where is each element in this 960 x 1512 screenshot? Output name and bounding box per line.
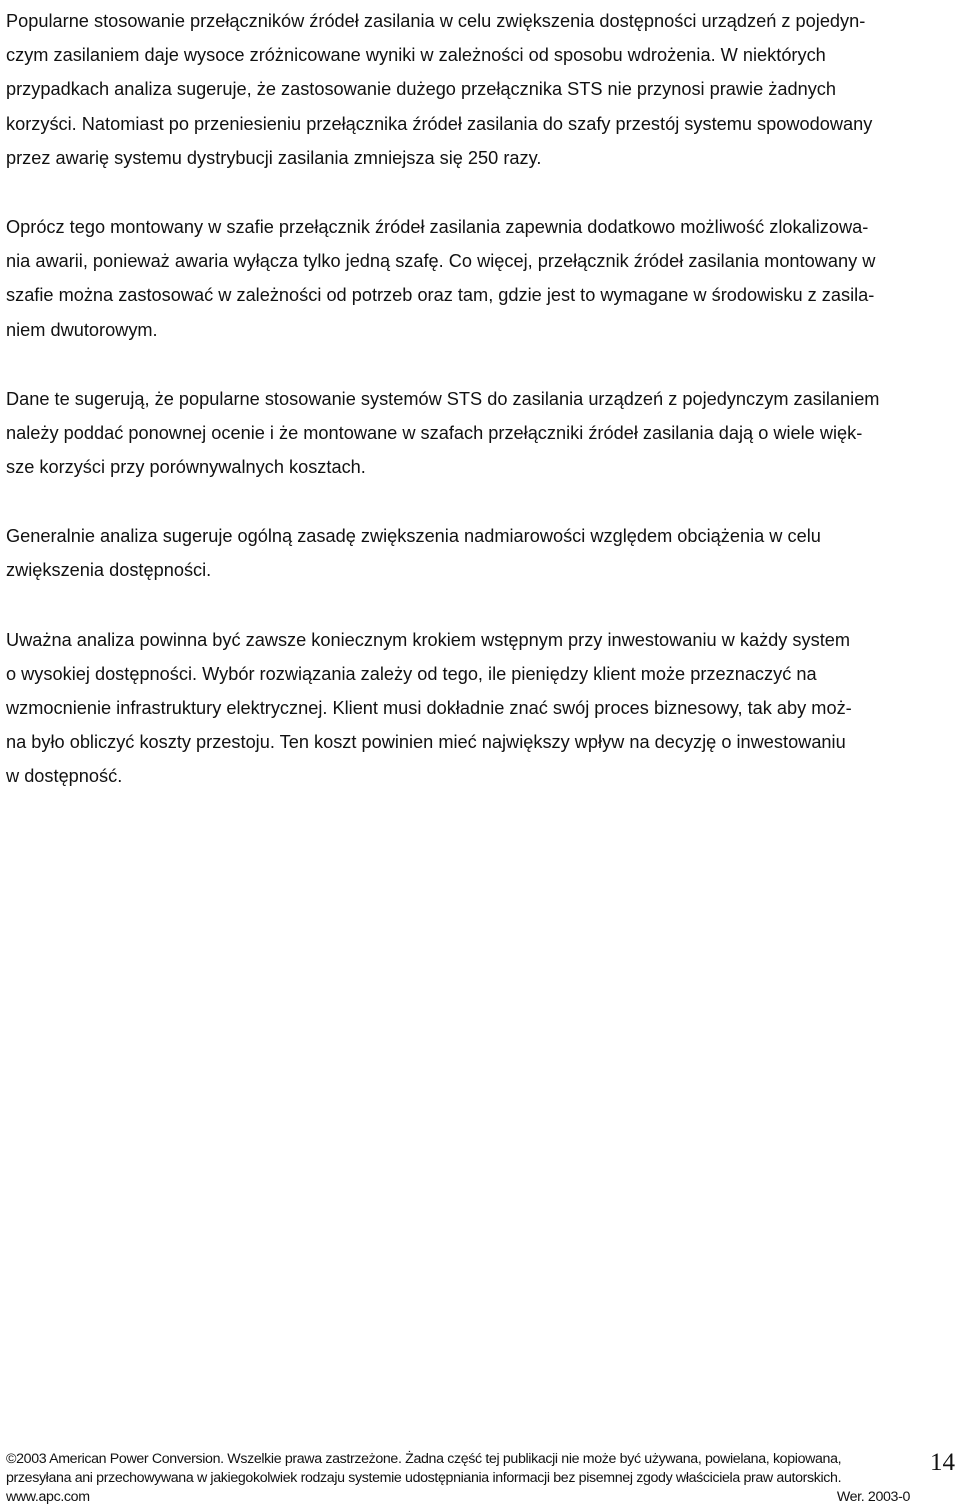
copyright-notice: przesyłana ani przechowywana w jakiegokolwiek rodzaju systemie udostępniania informacji bez pisemnej zgody właściciela praw autorskich. [6, 1470, 842, 1486]
text-line: o wysokiej dostępności. Wybór rozwiązania zależy od tego, ile pieniędzy klient może przeznaczyć na [6, 663, 817, 684]
text-line: Popularne stosowanie przełączników źródeł zasilania w celu zwiększenia dostępności urządzeń z pojedyn- [6, 11, 866, 31]
document-body [6, 4, 952, 794]
text-line: niem dwutorowym. [6, 319, 158, 340]
paragraph [6, 519, 952, 587]
text-line: należy poddać ponownej ocenie i że montowane w szafach przełączniki źródeł zasilania dają o wiele więk- [6, 422, 863, 443]
website-link[interactable]: www.apc.com [6, 1489, 90, 1505]
paragraph-spacer [6, 588, 952, 623]
text-line: na było obliczyć koszty przestoju. Ten koszt powinien mieć największy wpływ na decyzję o inwestowaniu [6, 732, 846, 753]
copyright-line [6, 1450, 910, 1469]
copyright-text: 2003 American Power Conversion. Wszelkie prawa zastrzeżone. Żadna część tej publikacji nie może być używana, powielana, kopiowana, [16, 1451, 842, 1467]
text-line: korzyści. Natomiast po przeniesieniu przełącznika źródeł zasilania do szafy przestój systemu spowodowany [6, 113, 873, 134]
text-line: Generalnie analiza sugeruje ogólną zasadę zwiększenia nadmiarowości względem obciążenia w celu [6, 526, 821, 547]
page-number: 14 [930, 1449, 955, 1476]
version-label: Wer. 2003-0 [836, 1489, 910, 1505]
text-line: Dane te sugerują, że popularne stosowanie systemów STS do zasilania urządzeń z pojedynczym zasilaniem [6, 388, 880, 409]
text-line: przypadkach analiza sugeruje, że zastosowanie dużego przełącznika STS nie przynosi prawie żadnych [6, 79, 837, 100]
paragraph-spacer [6, 175, 952, 210]
text-line: wzmocnienie infrastruktury elektrycznej. Klient musi dokładnie znać swój proces biznesowy, tak aby moż- [6, 698, 852, 718]
paragraph [6, 210, 952, 347]
text-line: szafie można zastosować w zależności od potrzeb oraz tam, gdzie jest to wymagane w środowisku z zasila- [6, 285, 875, 306]
text-line: Oprócz tego montowany w szafie przełącznik źródeł zasilania zapewnia dodatkowo możliwość zlokalizowa- [6, 216, 869, 237]
paragraph-spacer [6, 484, 952, 519]
paragraph [6, 623, 952, 794]
paragraph-spacer [6, 347, 952, 382]
copyright-symbol: © [6, 1451, 17, 1467]
text-line: w dostępność. [6, 766, 123, 787]
text-line: nia awarii, ponieważ awaria wyłącza tylko jedną szafę. Co więcej, przełącznik źródeł zasilania montowany w [6, 251, 876, 272]
footer-meta [6, 1488, 910, 1507]
paragraph [6, 4, 952, 175]
text-line: Uważna analiza powinna być zawsze koniecznym krokiem wstępnym przy inwestowaniu w każdy system [6, 629, 851, 650]
text-line: czym zasilaniem daje wysoce zróżnicowane wyniki w zależności od sposobu wdrożenia. W niektórych [6, 45, 826, 66]
text-line: przez awarię systemu dystrybucji zasilania zmniejsza się 250 razy. [6, 147, 542, 168]
page-footer [6, 1450, 910, 1507]
text-line: zwiększenia dostępności. [6, 560, 212, 581]
text-line: sze korzyści przy porównywalnych kosztach. [6, 457, 366, 478]
paragraph [6, 382, 952, 485]
